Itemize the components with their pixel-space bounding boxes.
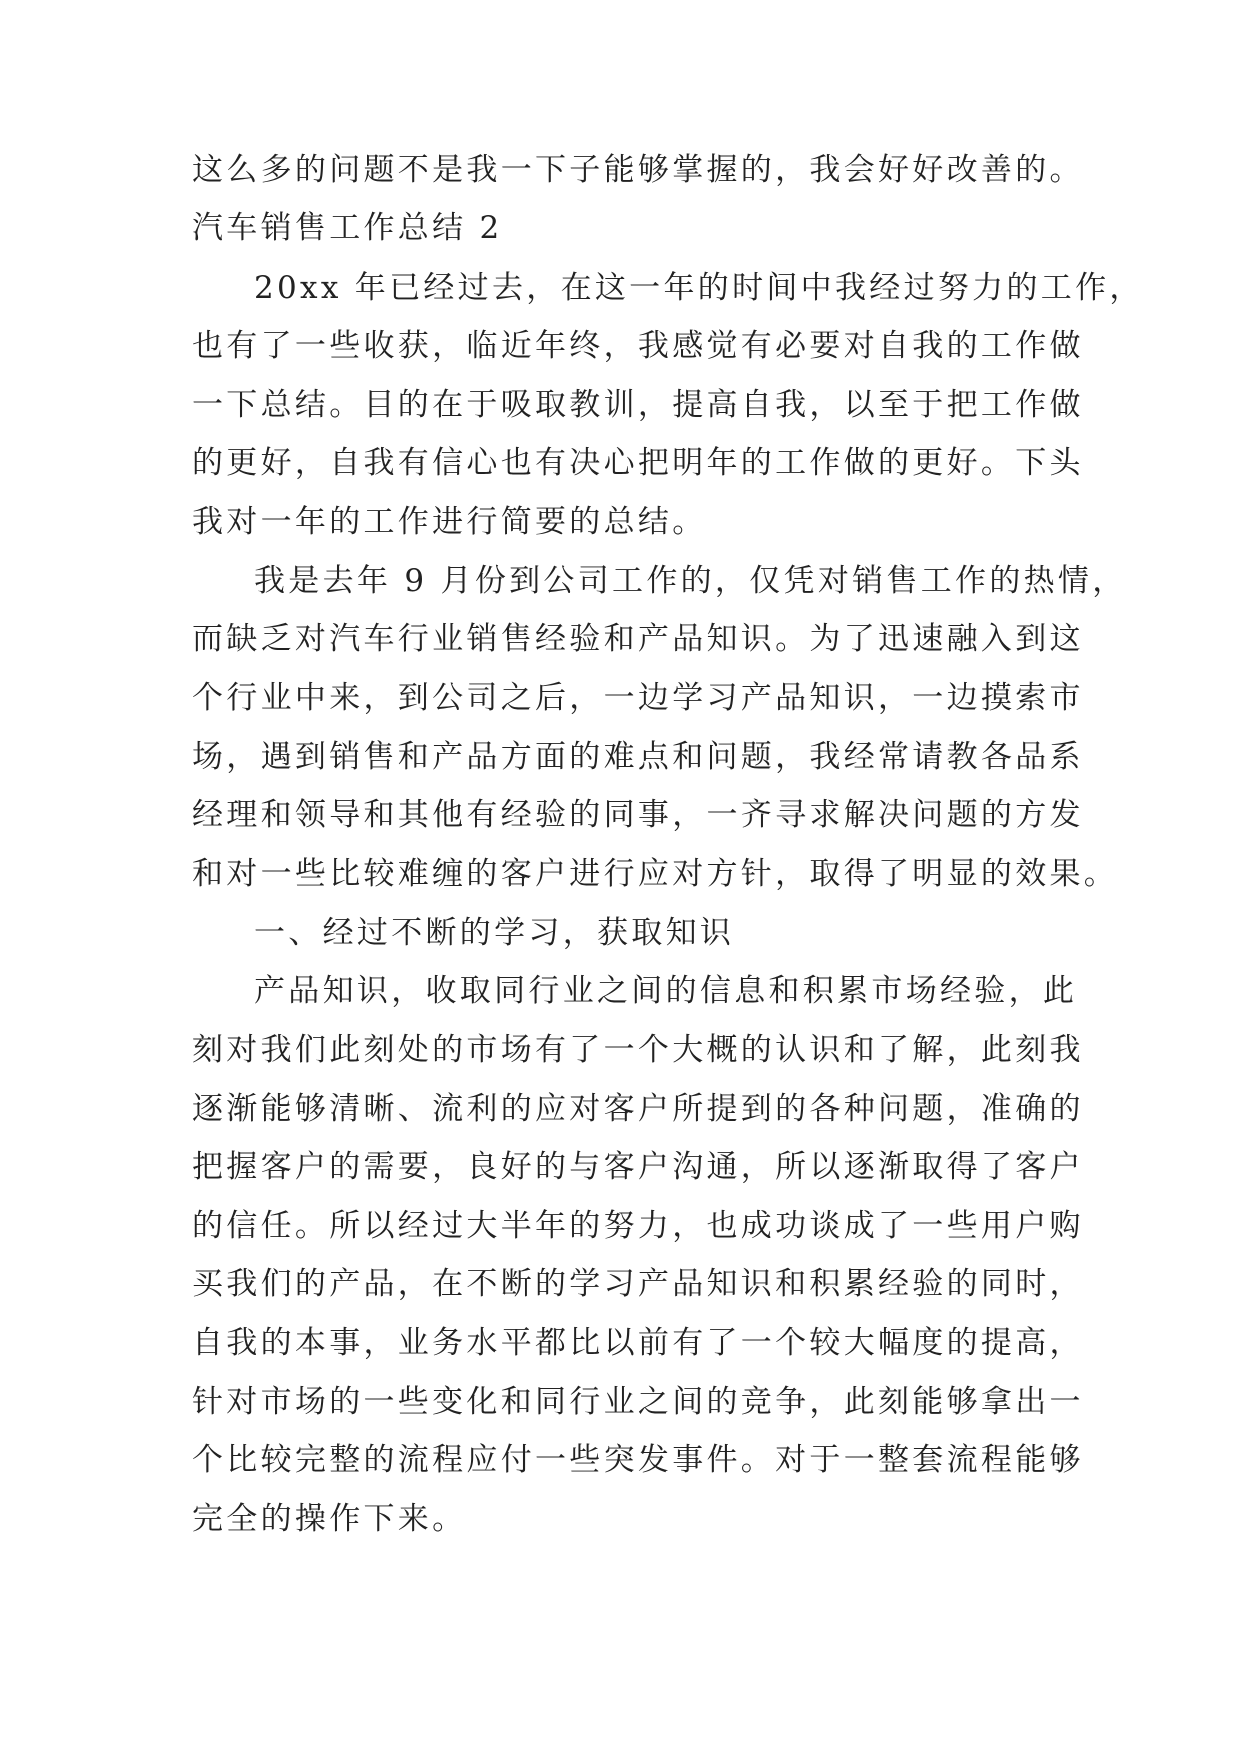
paragraph-3-line-7: 自我的本事，业务水平都比以前有了一个较大幅度的提高， [192, 1325, 1084, 1361]
paragraph-1-line-3: 一下总结。目的在于吸取教训，提高自我，以至于把工作做 [192, 387, 1084, 423]
paragraph-2-line-4: 场，遇到销售和产品方面的难点和问题，我经常请教各品系 [192, 739, 1084, 775]
paragraph-3-line-5: 的信任。所以经过大半年的努力，也成功谈成了一些用户购 [192, 1208, 1084, 1244]
paragraph-3-line-3: 逐渐能够清晰、流利的应对客户所提到的各种问题，准确的 [192, 1091, 1084, 1127]
paragraph-2-line-5: 经理和领导和其他有经验的同事，一齐寻求解决问题的方发 [192, 797, 1084, 833]
paragraph-2-line-1: 我是去年 9 月份到公司工作的，仅凭对销售工作的热情， [254, 563, 1127, 599]
subheading: 一、经过不断的学习，获取知识 [254, 915, 735, 951]
paragraph-3-line-2: 刻对我们此刻处的市场有了一个大概的认识和了解，此刻我 [192, 1032, 1084, 1068]
paragraph-2-line-2: 而缺乏对汽车行业销售经验和产品知识。为了迅速融入到这 [192, 621, 1084, 657]
paragraph-3-line-1: 产品知识，收取同行业之间的信息和积累市场经验，此 [254, 973, 1078, 1009]
paragraph-3-line-4: 把握客户的需要，良好的与客户沟通，所以逐渐取得了客户 [192, 1149, 1084, 1185]
paragraph-3-line-9: 个比较完整的流程应付一些突发事件。对于一整套流程能够 [192, 1442, 1084, 1478]
section-title: 汽车销售工作总结 2 [192, 210, 503, 246]
paragraph-1-line-2: 也有了一些收获，临近年终，我感觉有必要对自我的工作做 [192, 328, 1084, 364]
text-line-1: 这么多的问题不是我一下子能够掌握的，我会好好改善的。 [192, 152, 1084, 188]
paragraph-1-line-5: 我对一年的工作进行简要的总结。 [192, 504, 707, 540]
paragraph-2-line-3: 个行业中来，到公司之后，一边学习产品知识，一边摸索市 [192, 680, 1084, 716]
paragraph-1-line-1: 20xx 年已经过去，在这一年的时间中我经过努力的工作， [254, 270, 1144, 306]
paragraph-3-line-10: 完全的操作下来。 [192, 1501, 467, 1537]
paragraph-3-line-8: 针对市场的一些变化和同行业之间的竞争，此刻能够拿出一 [192, 1384, 1084, 1420]
paragraph-3-line-6: 买我们的产品，在不断的学习产品知识和积累经验的同时， [192, 1266, 1084, 1302]
paragraph-1-line-4: 的更好，自我有信心也有决心把明年的工作做的更好。下头 [192, 445, 1084, 481]
paragraph-2-line-6: 和对一些比较难缠的客户进行应对方针，取得了明显的效果。 [192, 856, 1119, 892]
